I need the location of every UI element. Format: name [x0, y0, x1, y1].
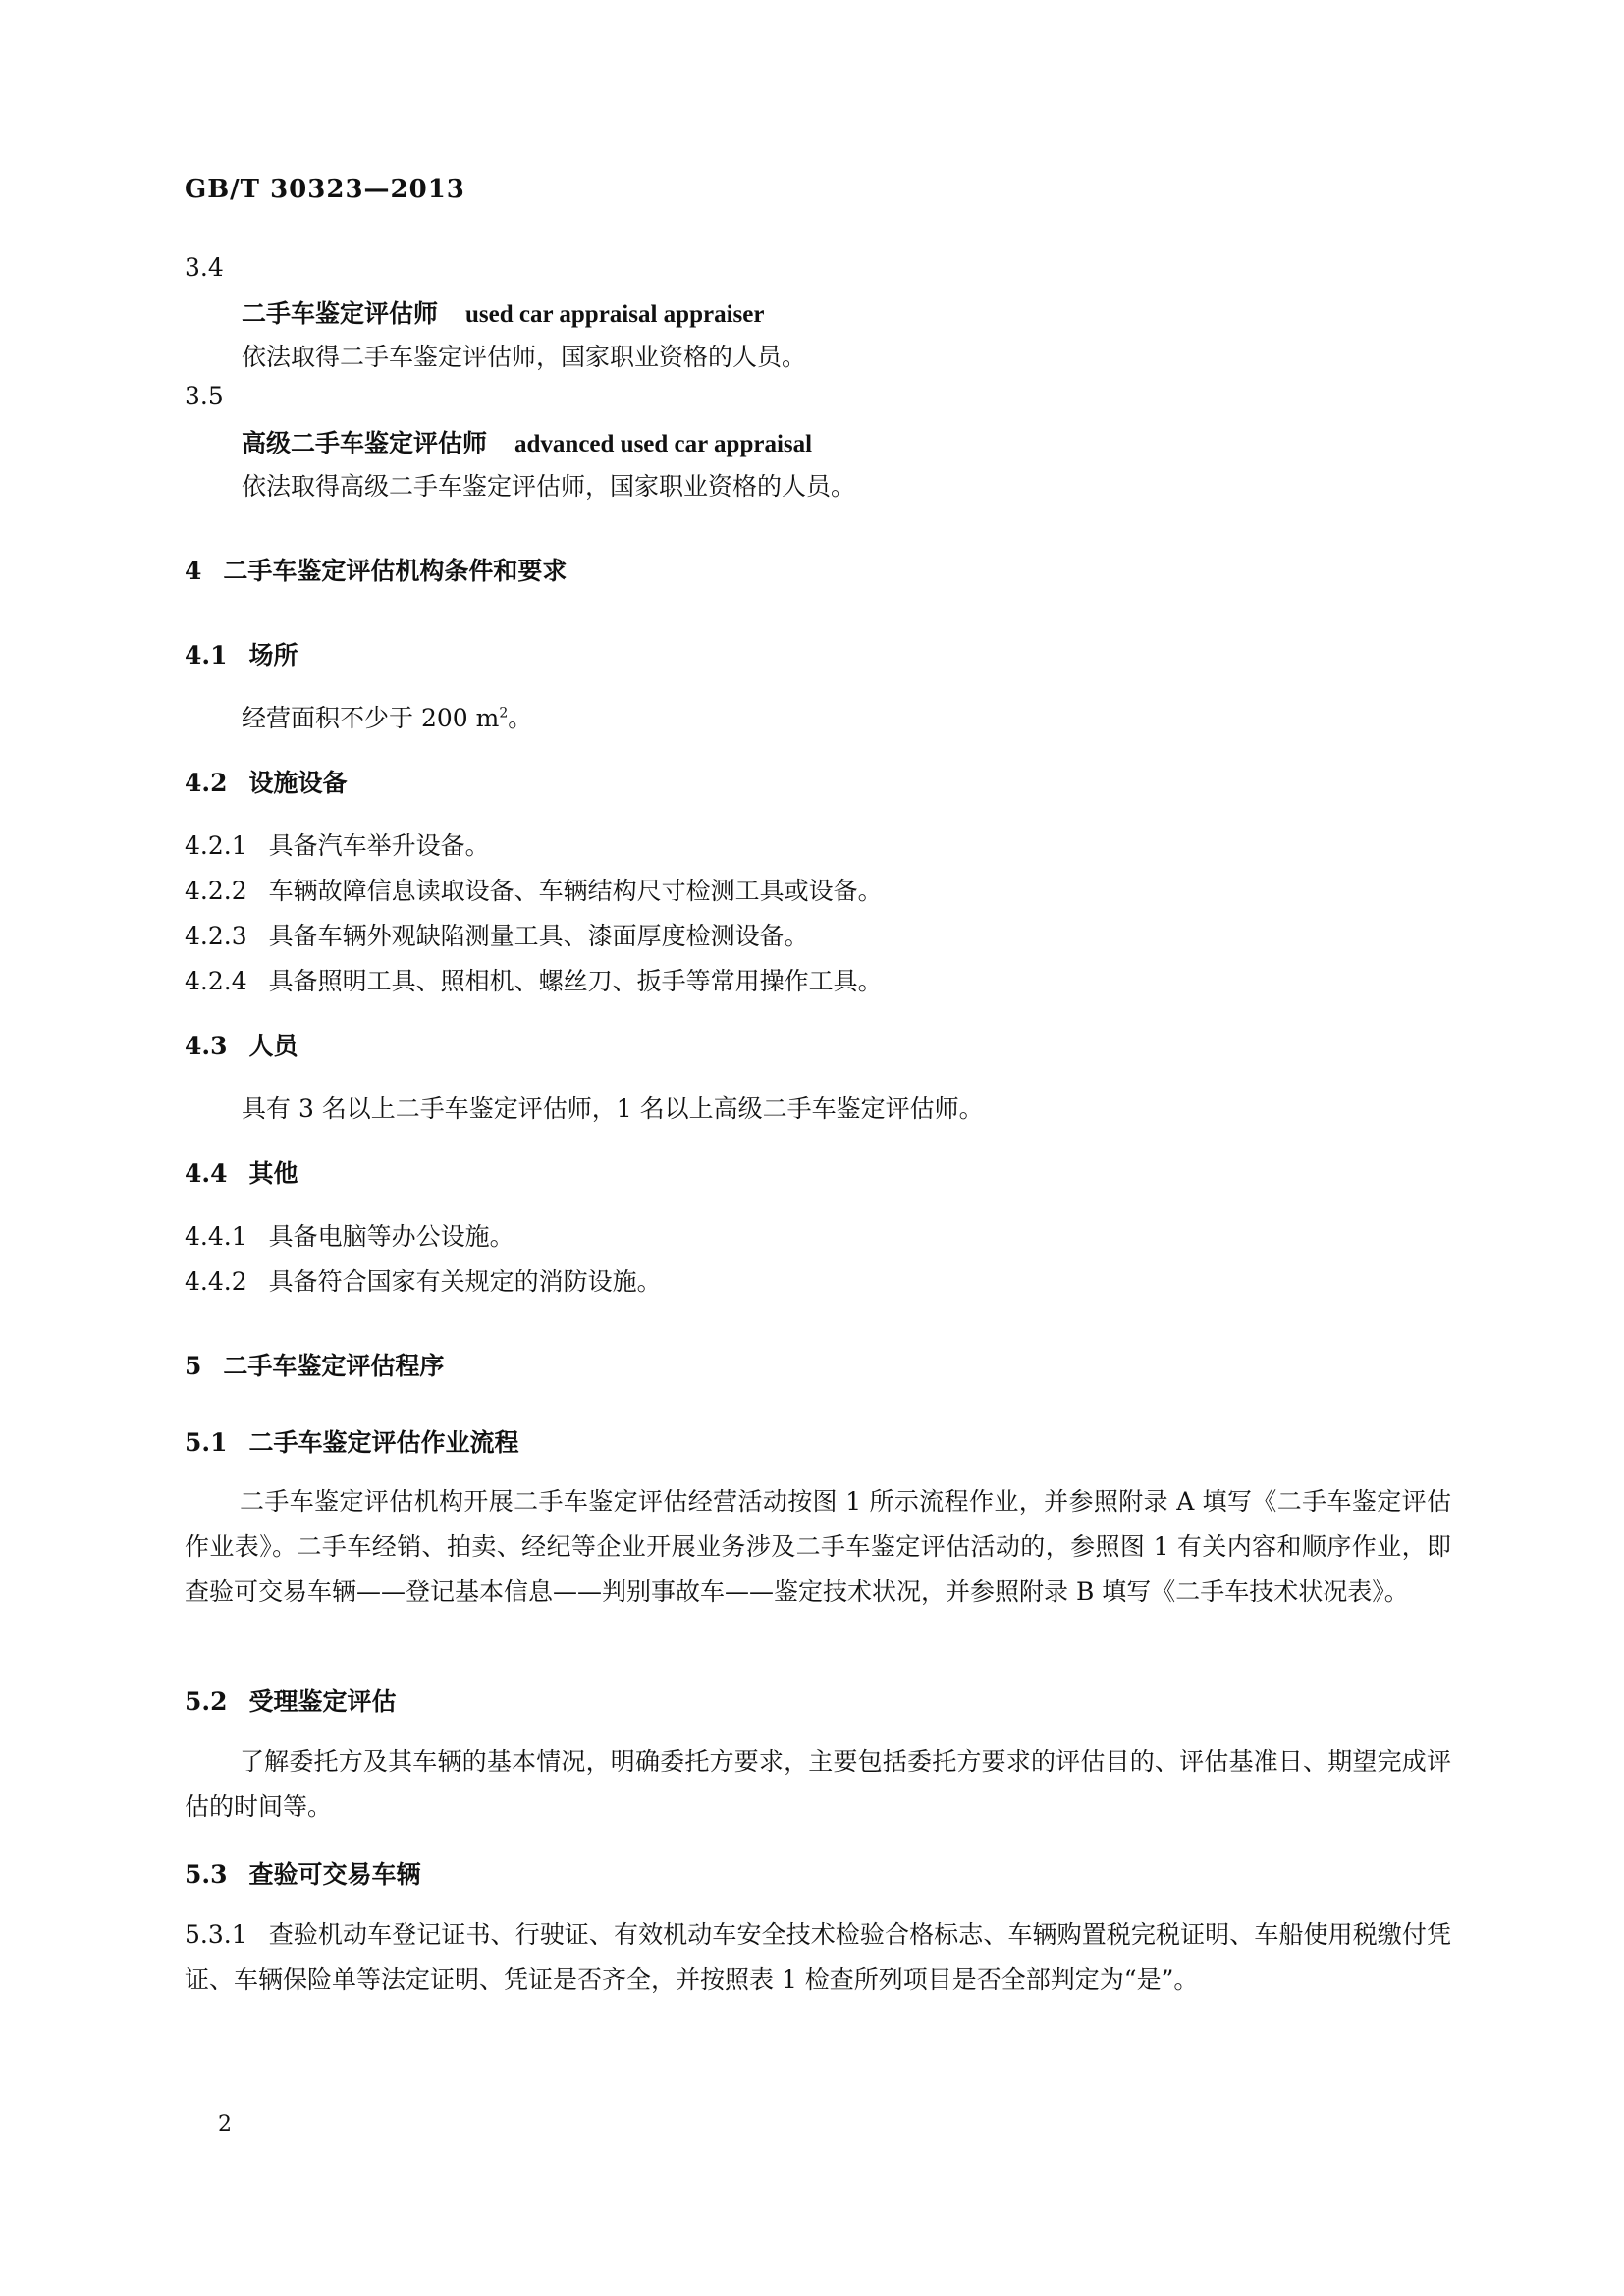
clause-text: 查验机动车登记证书、行驶证、有效机动车安全技术检验合格标志、车辆购置税完税证明、车船使用税缴付凭证、车辆保险单等法定证明、凭证是否齐全，并按照表 1 检查所列项目是否全部判定为“是”。 [185, 1920, 1451, 1994]
subsection-heading-4-4 [185, 1154, 298, 1190]
clause-4-2-3: 4.2.3 具备车辆外观缺陷测量工具、漆面厚度检测设备。 [185, 922, 809, 950]
term-3-4 [242, 294, 764, 330]
term-en: advanced used car appraisal [514, 431, 813, 457]
paragraph-5-1: 二手车鉴定评估机构开展二手车鉴定评估经营活动按图 1 所示流程作业，并参照附录 A 填写《二手车鉴定评估作业表》。二手车经销、拍卖、经纪等企业开展业务涉及二手车鉴定评估活动的，参照图 1 有关内容和顺序作业，即查验可交易车辆——登记基本信息——判别事故车——鉴定技术状况，并参照附录 B 填写《二手车技术状况表》。 [185, 1487, 1451, 1606]
subsection-title: 场所 [248, 641, 298, 669]
term-en: used car appraisal appraiser [465, 301, 765, 328]
subsection-number: 4.2 [185, 769, 228, 797]
subsection-number: 5.3 [185, 1860, 228, 1889]
clause-4-2-4: 4.2.4 具备照明工具、照相机、螺丝刀、扳手等常用操作工具。 [185, 967, 883, 995]
term-cn: 二手车鉴定评估师 [242, 299, 439, 328]
subsection-heading-4-1 [185, 636, 298, 671]
subsection-title: 其他 [248, 1159, 298, 1188]
definition-3-5: 依法取得高级二手车鉴定评估师，国家职业资格的人员。 [242, 472, 856, 501]
definition-3-4: 依法取得二手车鉴定评估师，国家职业资格的人员。 [242, 343, 807, 371]
subsection-heading-5-1 [185, 1423, 519, 1459]
subsection-title: 二手车鉴定评估作业流程 [248, 1428, 519, 1457]
paragraph-5-3-1 [185, 1912, 1451, 2002]
subsection-number: 5.2 [185, 1687, 228, 1716]
paragraph-5-2: 了解委托方及其车辆的基本情况，明确委托方要求，主要包括委托方要求的评估目的、评估基准日、期望完成评估的时间等。 [185, 1747, 1451, 1821]
subsection-number: 4.4 [185, 1159, 228, 1188]
section-number: 5 [185, 1352, 202, 1380]
section-number: 4 [185, 557, 202, 585]
term-3-5 [242, 424, 812, 459]
subsection-number: 4.1 [185, 641, 228, 669]
subsection-heading-4-2 [185, 764, 348, 799]
clause-4-2-1: 4.2.1 具备汽车举升设备。 [185, 831, 490, 860]
section-title: 二手车鉴定评估机构条件和要求 [223, 557, 568, 585]
section-title: 二手车鉴定评估程序 [223, 1352, 445, 1380]
subsection-title: 受理鉴定评估 [248, 1687, 397, 1716]
subsection-heading-4-3 [185, 1027, 298, 1062]
clause-number: 5.3.1 [185, 1920, 247, 1949]
section-heading-4 [185, 552, 567, 587]
subsection-title: 查验可交易车辆 [248, 1860, 421, 1889]
standard-code-header: GB/T 30323—2013 [185, 175, 465, 204]
clause-4-4-2: 4.4.2 具备符合国家有关规定的消防设施。 [185, 1267, 662, 1296]
clause-number-3-5: 3.5 [185, 382, 224, 410]
paragraph-4-3: 具有 3 名以上二手车鉴定评估师，1 名以上高级二手车鉴定评估师。 [242, 1095, 984, 1123]
term-cn: 高级二手车鉴定评估师 [242, 429, 488, 457]
paragraph-4-1: 经营面积不少于 200 $m^2$。 [242, 704, 533, 732]
subsection-number: 5.1 [185, 1428, 228, 1457]
subsection-title: 人员 [248, 1032, 298, 1060]
section-heading-5 [185, 1347, 444, 1382]
subsection-number: 4.3 [185, 1032, 228, 1060]
page-number: 2 [218, 2112, 232, 2137]
clause-4-4-1: 4.4.1 具备电脑等办公设施。 [185, 1222, 514, 1251]
subsection-heading-5-2 [185, 1682, 397, 1718]
subsection-title: 设施设备 [248, 769, 348, 797]
clause-4-2-2: 4.2.2 车辆故障信息读取设备、车辆结构尺寸检测工具或设备。 [185, 877, 883, 905]
subsection-heading-5-3 [185, 1855, 421, 1891]
clause-number-3-4: 3.4 [185, 253, 224, 282]
